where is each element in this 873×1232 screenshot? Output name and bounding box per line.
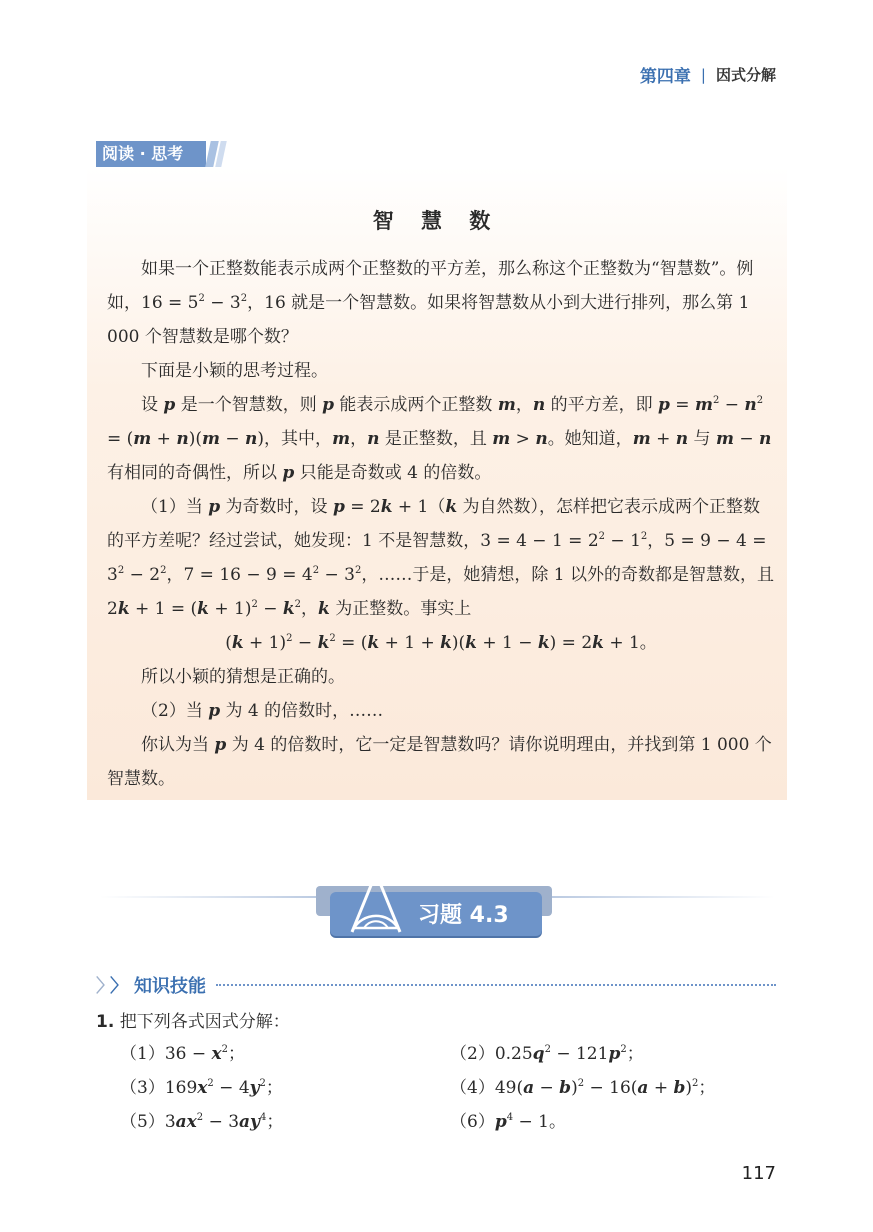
- essay-paragraph: 设 p 是一个智慧数，则 p 能表示成两个正整数 m，n 的平方差，即 $p = m^2 - n^2 = (m + n)(m - n)$，其中，m，n 是正整数，且 m > n。她知道，m + n 与 m − n 有相同的奇偶性，所以 p 只能是奇数或 4 的倍数。: [107, 395, 772, 483]
- header-separator: |: [700, 65, 706, 84]
- problem-item: $(2)0.25q^2 - 121p^2$；: [450, 1044, 644, 1064]
- problem-item: $(3)169x^2 - 4y^2$；: [120, 1078, 283, 1098]
- page-number: 117: [741, 1163, 776, 1184]
- essay-paragraph: （1）当 p 为奇数时，设 p = 2k + 1（k 为自然数），怎样把它表示成两个正整数的平方差呢？经过尝试，她发现：1 不是智慧数，$3 = 4 - 1 = 2^2 - 1^2$，$5 = 9 - 4 = 3^2 - 2^2$，$7 = 16 - 9 = 4^2 - 3^2$，……于是，她猜想，除 1 以外的奇数都是智慧数，且 $2k + 1 = (k + 1)^2 - k^2$，k 为正整数。事实上: [107, 497, 774, 619]
- problem-item: $(6)p^4 - 1$。: [450, 1112, 566, 1132]
- chevron-right-icon: 〉: [96, 976, 114, 997]
- item-row: [120, 1071, 780, 1105]
- problem-item: $(5)3ax^2 - 3ay^4$；: [120, 1112, 284, 1132]
- reading-tab: [96, 141, 231, 167]
- banner-rule-left: [100, 896, 330, 898]
- problem-items: [120, 1037, 780, 1139]
- item-row: [120, 1037, 780, 1071]
- section-label: 知识技能: [134, 976, 206, 997]
- problem-1: [96, 1007, 290, 1032]
- essay-paragraph: （2）当 p 为 4 的倍数时，……: [141, 701, 384, 721]
- essay-title: 智 慧 数: [372, 209, 501, 233]
- problem-number: 1.: [96, 1012, 115, 1032]
- section-header: [96, 972, 776, 998]
- essay-paragraph: 如果一个正整数能表示成两个正整数的平方差，那么称这个正整数为“智慧数”。例如，$16 = 5^2 - 3^2$，16 就是一个智慧数。如果将智慧数从小到大进行排列，那么第 1 000 个智慧数是哪个数？: [107, 259, 754, 347]
- problem-item: $(4)49(a - b)^2 - 16(a + b)^2$；: [450, 1078, 716, 1098]
- banner-rule-right: [540, 896, 775, 898]
- reading-tab-label: 阅读 · 思考: [96, 141, 206, 167]
- formula: $(k + 1)^2 - k^2 = (k + 1 + k)(k + 1 - k) = 2k + 1$。: [225, 633, 657, 653]
- problem-prompt: 把下列各式因式分解：: [119, 1012, 290, 1032]
- chapter-title: 因式分解: [715, 66, 776, 84]
- exercise-title: 习题 4.3: [418, 903, 509, 928]
- problem-item: $(1)36 - x^2$；: [120, 1044, 246, 1064]
- running-header: [640, 62, 776, 87]
- compass-protractor-icon: [340, 866, 412, 936]
- essay-paragraph: 所以小颖的猜想是正确的。: [141, 667, 345, 687]
- chevron-right-icon: 〉: [110, 976, 128, 997]
- essay-paragraph: 下面是小颖的思考过程。: [141, 361, 328, 381]
- essay-paragraph: 你认为当 p 为 4 的倍数时，它一定是智慧数吗？请你说明理由，并找到第 1 000 个智慧数。: [107, 735, 772, 789]
- item-row: [120, 1105, 780, 1139]
- exercise-banner: [0, 866, 873, 946]
- chapter-number: 第四章: [639, 67, 691, 87]
- essay-body: [107, 252, 775, 796]
- dotted-rule: [216, 984, 776, 986]
